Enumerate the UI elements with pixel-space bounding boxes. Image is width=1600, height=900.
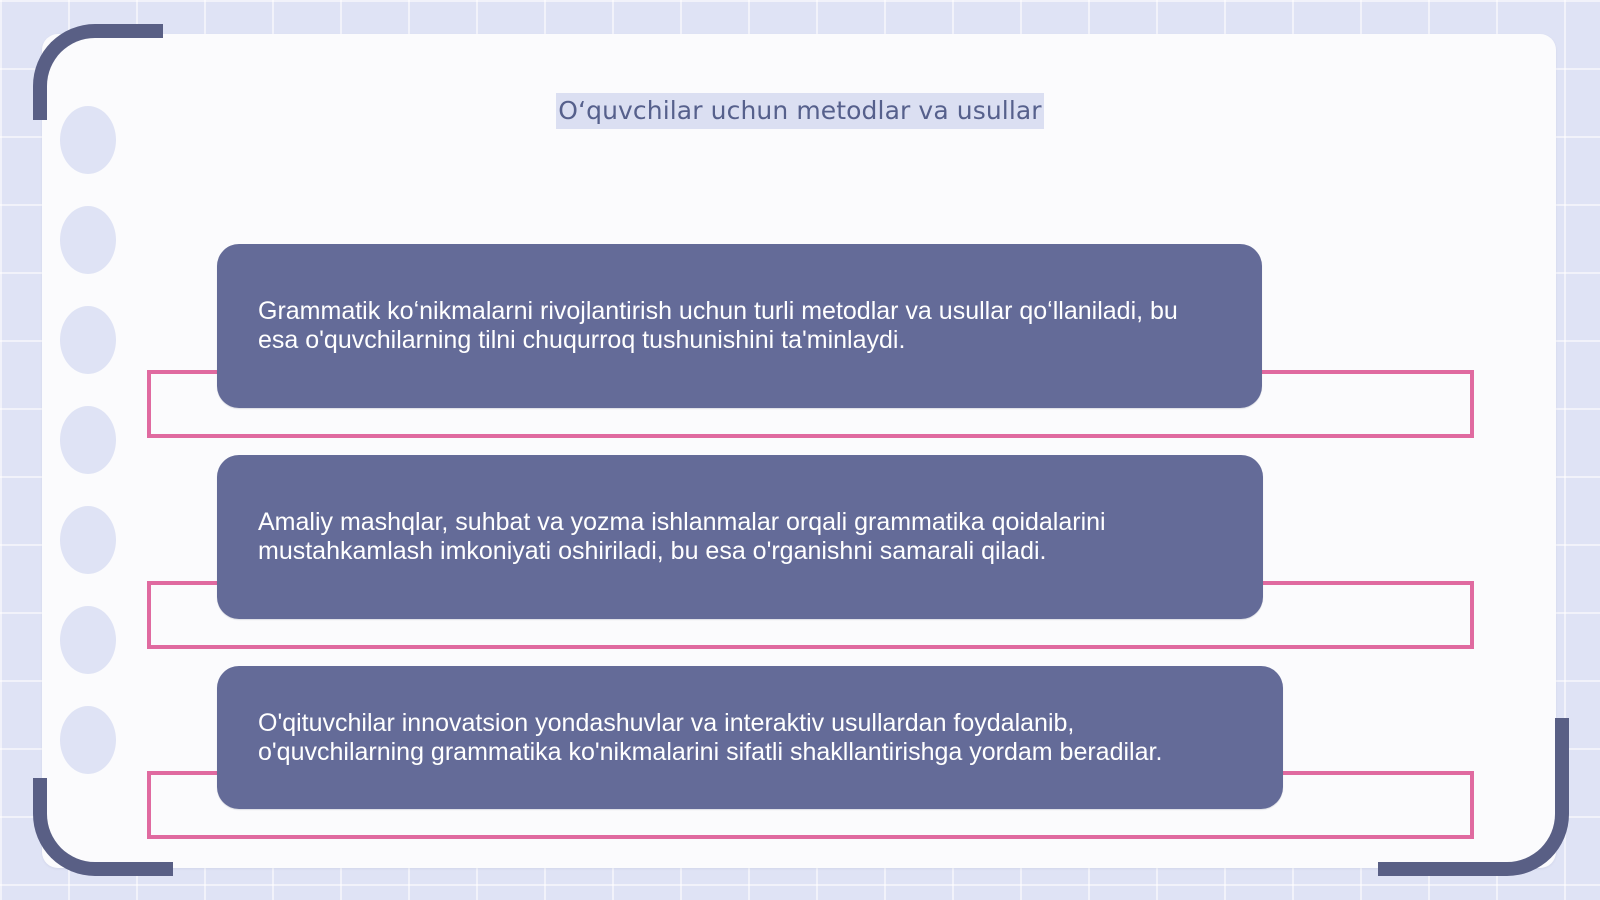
paper-notch xyxy=(60,306,116,374)
slide-title: Oʻquvchilar uchun metodlar va usullar xyxy=(556,93,1043,129)
item-text: Grammatik koʻnikmalarni rivojlantirish uchun turli metodlar va usullar qoʻllaniladi, bu esa o'quvchilarning tilni chuqurroq tushunishini ta'minlaydi. xyxy=(258,297,1178,354)
bracket-top-right-segment xyxy=(1262,581,1470,585)
paper-notch xyxy=(60,206,116,274)
paper-notch xyxy=(60,506,116,574)
bracket-top-left-segment xyxy=(151,370,219,374)
item-card xyxy=(217,244,1262,408)
paper-notch xyxy=(60,406,116,474)
paper-notch xyxy=(60,606,116,674)
bracket-top-right-segment xyxy=(1282,771,1470,775)
paper-notch xyxy=(60,706,116,774)
bracket-top-right-segment xyxy=(1261,370,1470,374)
item-text: O'qituvchilar innovatsion yondashuvlar va interaktiv usullardan foydalanib, o'quvchilarning grammatika ko'nikmalarini sifatli shakllantirishga yordam beradilar. xyxy=(258,708,1163,766)
item-card xyxy=(217,666,1283,809)
item-card xyxy=(217,455,1263,619)
item-text: Amaliy mashqlar, suhbat va yozma ishlanmalar orqali grammatika qoidalarini mustahkamlash imkoniyati oshiriladi, bu esa o'rganishni samarali qiladi. xyxy=(258,508,1106,565)
title-container xyxy=(0,93,1600,129)
bracket-top-left-segment xyxy=(151,581,219,585)
bracket-top-left-segment xyxy=(151,771,219,775)
